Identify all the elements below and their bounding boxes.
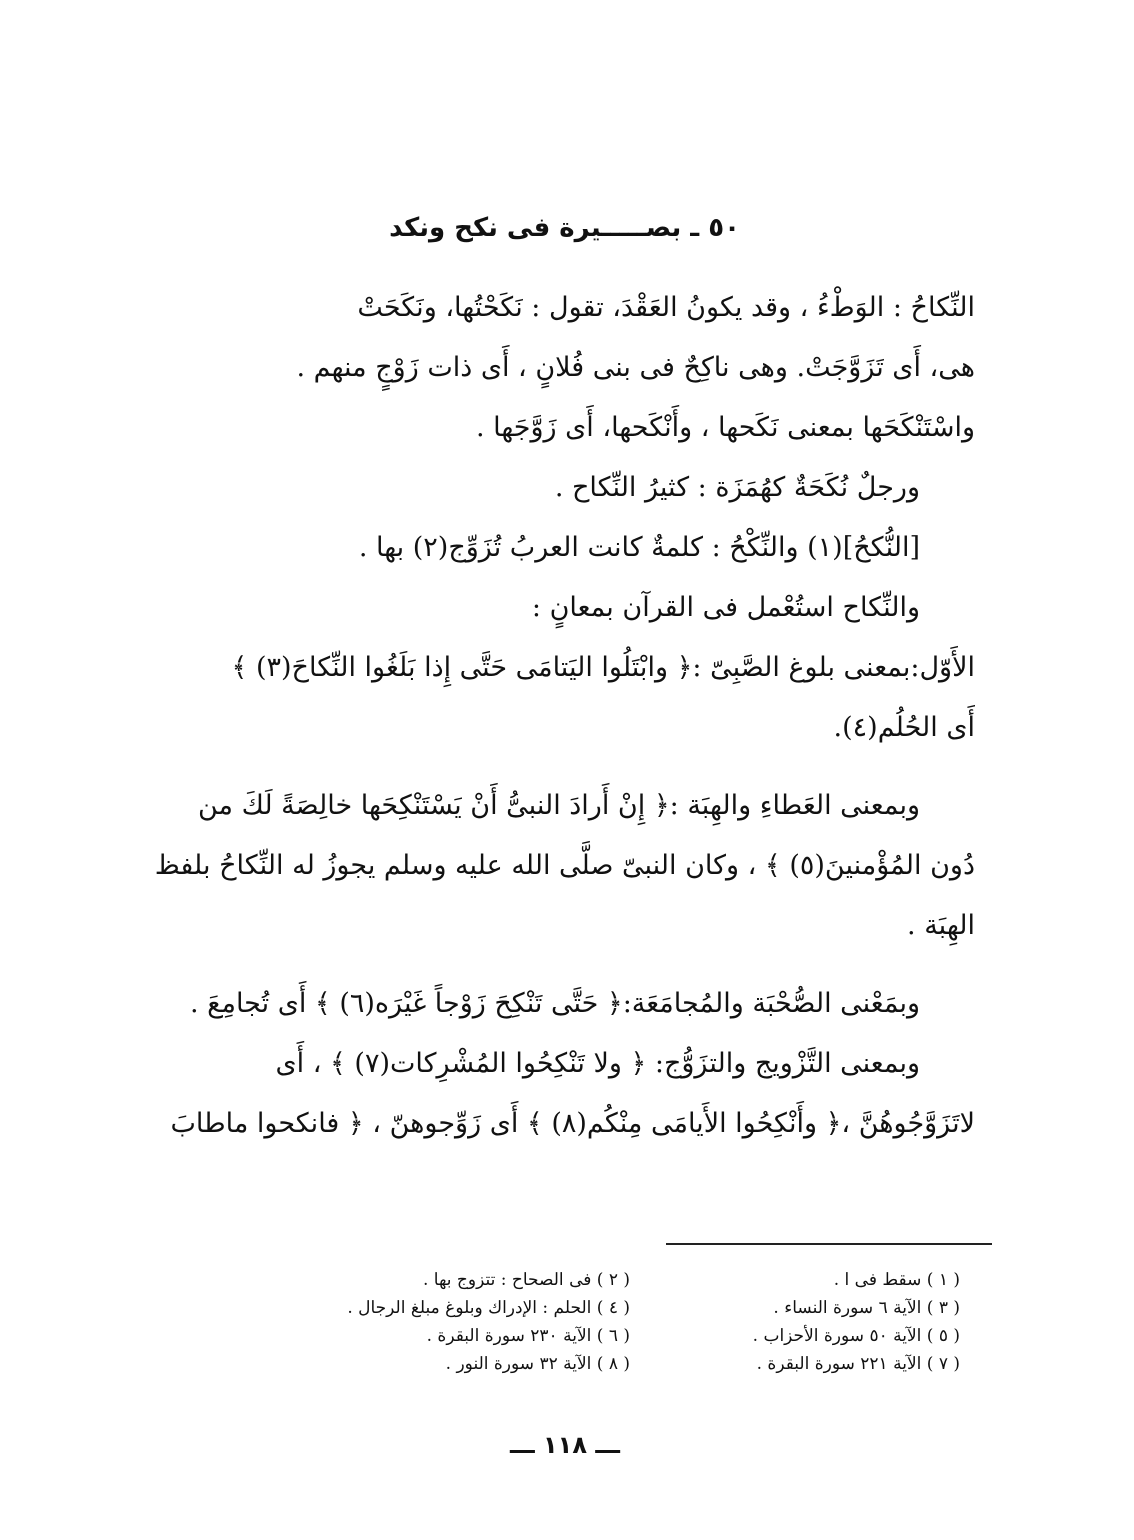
text-line: النِّكاحُ : الوَطْءُ ، وقد يكونُ العَقْدَ، تقول : نَكَحْتُها، ونَكَحَتْ [357,292,975,323]
footnotes [300,1266,960,1378]
footnote: ( ٤ ) الحلم : الإدراك وبلوغ مبلغ الرجال . [347,1298,630,1318]
footnote: ( ٦ ) الآية ٢٣٠ سورة البقرة . [426,1326,630,1346]
footnote-row [300,1350,960,1378]
footnote-row [300,1322,960,1350]
running-header: ٥٠ ـ بصـــــيرة فى نكح ونكد [389,213,740,243]
footnote: ( ٨ ) الآية ٣٢ سورة النور . [445,1354,630,1374]
text-line: وبمعنى العَطاءِ والهِبَة :﴿ إِنْ أَرادَ النبىُّ أَنْ يَسْتَنْكِحَها خالِصَةً لَكَ من [197,790,920,821]
text-line: دُون المُؤْمنينَ(٥) ﴾ ، وكان النبىّ صلَّى الله عليه وسلم يجوزُ له النِّكاحُ بلفظ [154,850,975,881]
footnote-row [300,1294,960,1322]
text-line: الأَوّل:بمعنى بلوغ الصَّبِىّ :﴿ وابْتَلُوا اليَتامَى حَتَّى إِذا بَلَغُوا النِّكاحَ(٣) ﴾ [231,652,975,683]
footnote: ( ٣ ) الآية ٦ سورة النساء . [773,1298,960,1318]
page-number: ـــ ١١٨ ـــ [510,1431,620,1459]
text-line: هى، أَى تَزَوَّجَتْ. وهى ناكِحٌ فى بنى فُلانٍ ، أَى ذات زَوْجٍ منهم . [296,352,975,383]
text-line: أَى الحُلُم(٤). [833,712,975,743]
text-line: وبمعنى التَّزْويج والتزَوُّج: ﴿ ولا تَنْكِحُوا المُشْرِكات(٧) ﴾ ، أَى [275,1048,920,1079]
footnote-row [300,1266,960,1294]
text-line: الهِبَة . [907,910,975,941]
text-line: لاتَزَوَّجُوهُنَّ ،﴿ وأَنْكِحُوا الأَيامَى مِنْكُم(٨) ﴾ أَى زَوِّجوهنّ ، ﴿ فانكحوا ماطابَ [170,1108,975,1139]
text-line: والنِّكاح استُعْمل فى القرآن بمعانٍ : [531,592,920,623]
text-line: [النُّكحُ](١) والنِّكْحُ : كلمةٌ كانت العربُ تُزَوِّج(٢) بها . [358,532,920,563]
text-line: ورجلٌ نُكَحَةٌ كهُمَزَة : كثيرُ النِّكاح . [554,472,920,503]
main-text [130,278,975,1154]
footnote-divider [666,1243,992,1245]
text-line: وبمَعْنى الصُّحْبَة والمُجامَعَة:﴿ حَتَّى تَنْكِحَ زَوْجاً غَيْرَه(٦) ﴾ أَى تُجامِعَ . [189,988,920,1019]
footnote: ( ٢ ) فى الصحاح : تتزوج بها . [422,1270,630,1290]
footnote: ( ٥ ) الآية ٥٠ سورة الأحزاب . [752,1326,960,1346]
footnote: ( ١ ) سقط فى ا . [833,1270,960,1290]
text-line: واسْتَنْكَحَها بمعنى نَكَحها ، وأَنْكَحها، أَى زَوَّجَها . [475,412,975,443]
footnote: ( ٧ ) الآية ٢٢١ سورة البقرة . [756,1354,960,1374]
